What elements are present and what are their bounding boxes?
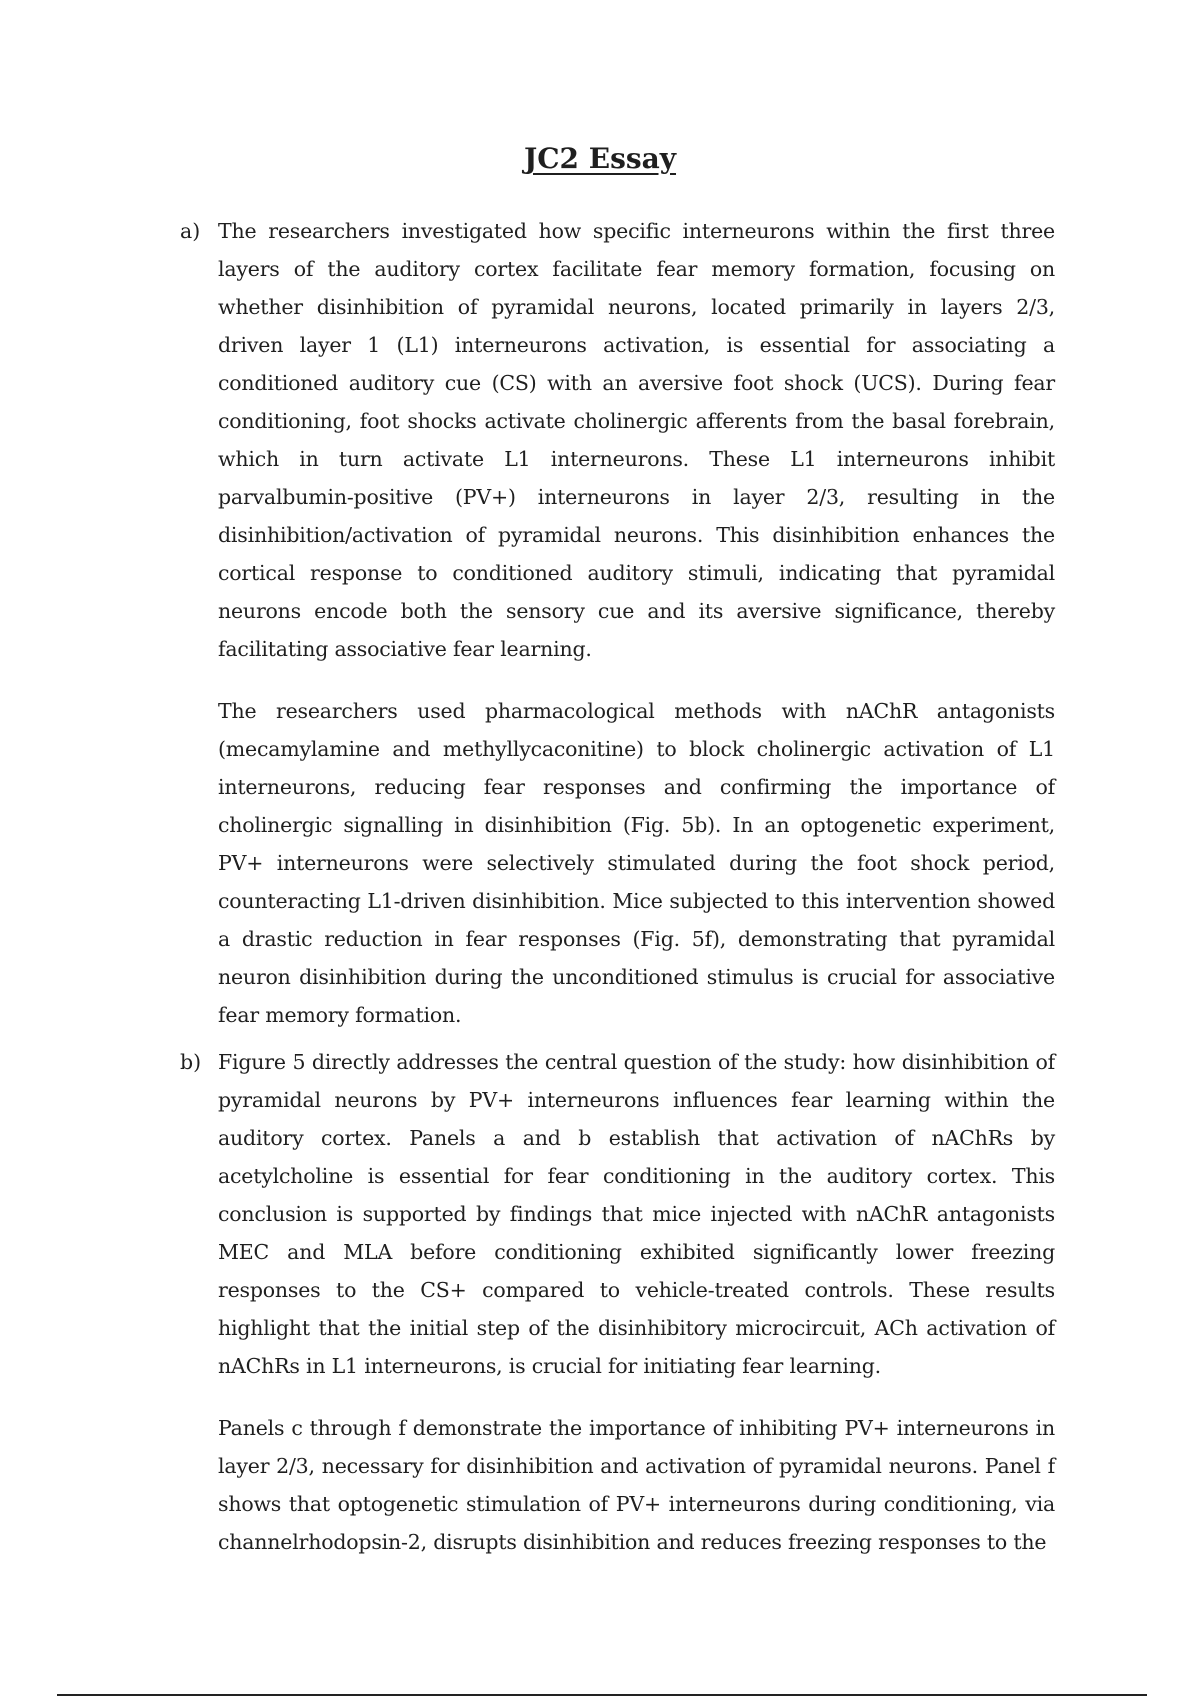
essay-title: JC2 Essay xyxy=(523,142,677,175)
section-b xyxy=(180,1043,1055,1585)
section-a xyxy=(180,212,1055,1058)
section-b-paragraph-2: Panels c through f demonstrate the importance of inhibiting PV+ interneurons in layer 2/3, necessary for disinhibition and activation of pyramidal neurons. Panel f shows that optogenetic stimulation of PV+ interneurons during conditioning, via channelrhodopsin-2, disrupts disinhibition and reduces freezing responses to the xyxy=(218,1416,1055,1554)
section-a-paragraph-2: The researchers used pharmacological methods with nAChR antagonists (mecamylamine and methyllycaconitine) to block cholinergic activation of L1 interneurons, reducing fear responses and confirming the importance of cholinergic signalling in disinhibition (Fig. 5b). In an optogenetic experiment, PV+ interneurons were selectively stimulated during the foot shock period, counteracting L1-driven disinhibition. Mice subjected to this intervention showed a drastic reduction in fear responses (Fig. 5f), demonstrating that pyramidal neuron disinhibition during the unconditioned stimulus is crucial for associative fear memory formation. xyxy=(218,699,1055,1027)
section-b-marker: b) xyxy=(180,1050,202,1074)
section-a-marker: a) xyxy=(180,219,201,243)
page-bottom-rule xyxy=(57,1694,1147,1696)
section-a-paragraph-1: The researchers investigated how specific interneurons within the first three layers of the auditory cortex facilitate fear memory formation, focusing on whether disinhibition of pyramidal neurons, located primarily in layers 2/3, driven layer 1 (L1) interneurons activation, is essential for associating a conditioned auditory cue (CS) with an aversive foot shock (UCS). During fear conditioning, foot shocks activate cholinergic afferents from the basal forebrain, which in turn activate L1 interneurons. These L1 interneurons inhibit parvalbumin-positive (PV+) interneurons in layer 2/3, resulting in the disinhibition/activation of pyramidal neurons. This disinhibition enhances the cortical response to conditioned auditory stimuli, indicating that pyramidal neurons encode both the sensory cue and its aversive significance, thereby facilitating associative fear learning. xyxy=(218,219,1055,661)
section-a-body xyxy=(218,212,1055,1034)
section-b-paragraph-1: Figure 5 directly addresses the central question of the study: how disinhibition of pyramidal neurons by PV+ interneurons influences fear learning within the auditory cortex. Panels a and b establish that activation of nAChRs by acetylcholine is essential for fear conditioning in the auditory cortex. This conclusion is supported by findings that mice injected with nAChR antagonists MEC and MLA before conditioning exhibited significantly lower freezing responses to the CS+ compared to vehicle-treated controls. These results highlight that the initial step of the disinhibitory microcircuit, ACh activation of nAChRs in L1 interneurons, is crucial for initiating fear learning. xyxy=(218,1050,1055,1378)
section-b-body xyxy=(218,1043,1055,1561)
